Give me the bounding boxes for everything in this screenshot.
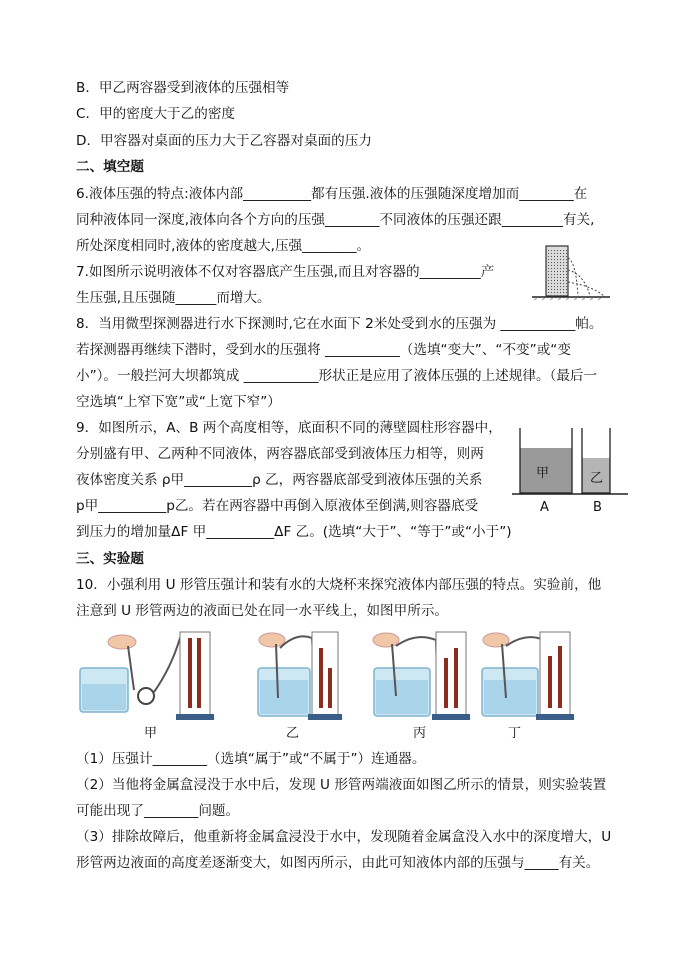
q10-line2: 注意到 U 形管两边的液面已处在同一水平线上，如图甲所示。: [76, 603, 449, 619]
choice-b: B．甲乙两容器受到液体的压强相等: [76, 80, 290, 96]
q9-label-b: B: [593, 500, 602, 515]
q8-line2: 若探测器再继续下潜时，受到水的压强将 ___________（选填“变大”、“不变”或“变: [76, 342, 571, 358]
q7-line1: 7.如图所示说明液体不仅对容器底产生压强,而且对容器的_________产: [76, 264, 495, 280]
q10-part2-b: 可能出现了________问题。: [76, 803, 240, 819]
q10-line1: 10．小强利用 U 形管压强计和装有水的大烧杯来探究液体内部压强的特点。实验前，他: [76, 577, 602, 593]
choice-d: D．甲容器对桌面的压力大于乙容器对桌面的压力: [76, 133, 372, 149]
q10-figure-ding: [478, 628, 588, 723]
q9-line5: 到压力的增加量ΔF 甲__________ΔF 乙。(选填“大于”、“等于”或“小于”): [76, 524, 512, 540]
q9-line4: p甲__________p乙。若在两容器中再倒入原液体至倒满,则容器底受: [76, 498, 479, 514]
q10-caption-yi: 乙: [286, 726, 300, 741]
q10-figure-bing: [366, 628, 476, 723]
q10-part3-b: 形管两边液面的高度差逐渐变大，如图丙所示，由此可知液体内部的压强与_____有关。: [76, 855, 600, 871]
section-experiment-title: 三、实验题: [76, 551, 144, 567]
q9-figure: [510, 424, 630, 499]
section-fill-title: 二、填空题: [76, 159, 144, 175]
q6-line3: 所处深度相同时,液体的密度越大,压强________。: [76, 238, 371, 254]
q10-caption-bing: 丙: [413, 726, 427, 741]
q8-line1: 8．当用微型探测器进行水下探测时,它在水面下 2米处受到水的压强为 ___________帕。: [76, 316, 603, 332]
q9-label-a: A: [540, 500, 549, 515]
q10-part1: （1）压强计________（选填“属于”或“不属于”）连通器。: [76, 751, 426, 767]
q6-line2: 同种液体同一深度,液体向各个方向的压强________不同液体的压强还跟_________有关,: [76, 212, 595, 228]
q7-figure: [532, 240, 612, 300]
q7-line2: 生压强,且压强随______而增大。: [76, 290, 271, 306]
q10-figure-jia: [76, 628, 216, 723]
choice-c: C．甲的密度大于乙的密度: [76, 106, 236, 122]
q8-line4: 空选填“上窄下宽”或“上宽下窄”）: [76, 394, 281, 410]
q10-figure-yi: [236, 628, 346, 723]
q9-line3: 夜体密度关系 ρ甲__________ρ 乙，两容器底部受到液体压强的关系: [76, 472, 483, 488]
q9-line1: 9．如图所示，A、B 两个高度相等，底面积不同的薄壁圆柱形容器中，: [76, 420, 502, 436]
q8-line3: 小”）。一般拦河大坝都筑成 ___________形状正是应用了液体压强的上述规律。（最后一: [76, 368, 598, 384]
q9-label-jia: 甲: [536, 466, 550, 481]
q9-line2: 分别盛有甲、乙两种不同液体，两容器底部受到液体压力相等，则两: [76, 446, 484, 462]
q9-label-yi: 乙: [590, 471, 604, 486]
q10-part3-a: （3）排除故障后，他重新将金属盒浸没于水中，发现随着金属盒没入水中的深度增大，U: [76, 829, 612, 845]
q10-part2-a: （2）当他将金属盒浸没于水中后，发现 U 形管两端液面如图乙所示的情景，则实验装置: [76, 777, 607, 793]
q6-line1: 6.液体压强的特点:液体内部__________都有压强.液体的压强随深度增加而________在: [76, 186, 588, 202]
q10-caption-ding: 丁: [508, 726, 522, 741]
q10-caption-jia: 甲: [144, 726, 158, 741]
